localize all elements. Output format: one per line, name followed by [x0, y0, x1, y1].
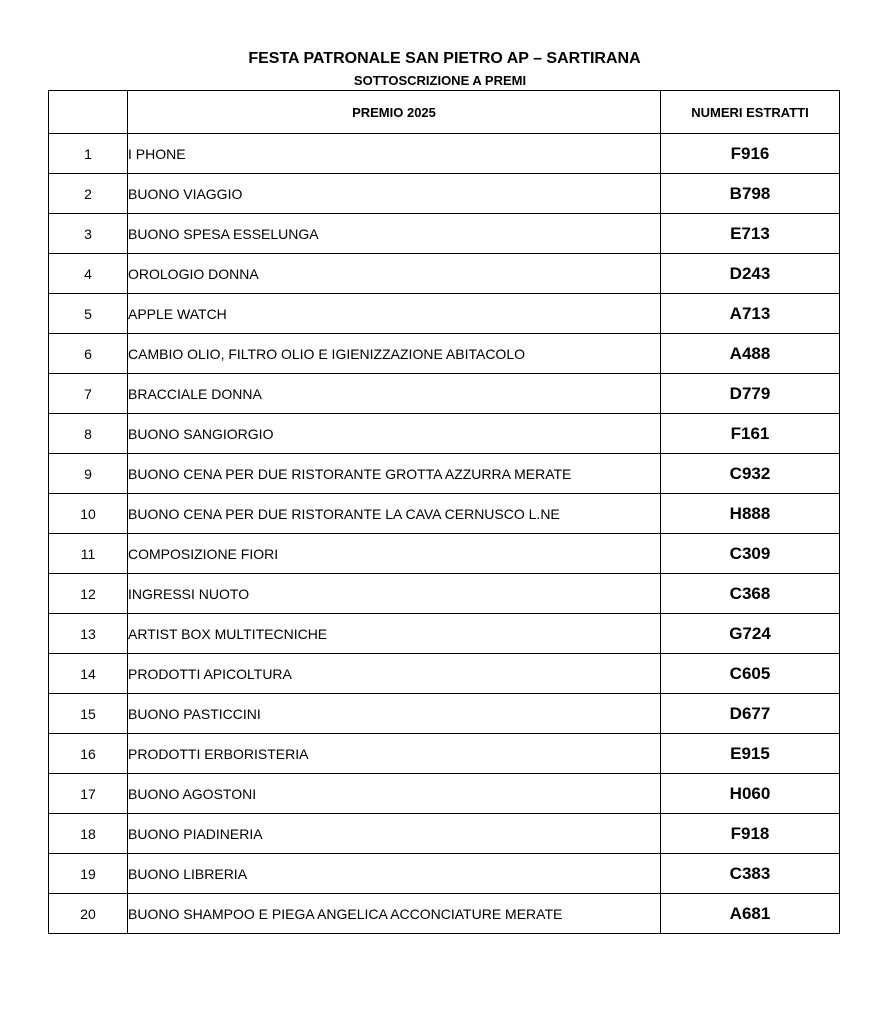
- row-number: 19: [49, 854, 128, 894]
- prize-name: PRODOTTI APICOLTURA: [128, 654, 661, 694]
- prize-name: CAMBIO OLIO, FILTRO OLIO E IGIENIZZAZIONE ABITACOLO: [128, 334, 661, 374]
- drawn-number: D243: [661, 254, 840, 294]
- row-number: 7: [49, 374, 128, 414]
- table-row: [49, 214, 840, 254]
- drawn-number: F918: [661, 814, 840, 854]
- table-row: [49, 734, 840, 774]
- row-number: 15: [49, 694, 128, 734]
- prize-name: BRACCIALE DONNA: [128, 374, 661, 414]
- table-row: [49, 534, 840, 574]
- prize-name: BUONO AGOSTONI: [128, 774, 661, 814]
- prize-name: APPLE WATCH: [128, 294, 661, 334]
- drawn-number: A713: [661, 294, 840, 334]
- drawn-number: C383: [661, 854, 840, 894]
- row-number: 14: [49, 654, 128, 694]
- table-row: [49, 374, 840, 414]
- prize-name: BUONO SHAMPOO E PIEGA ANGELICA ACCONCIATURE MERATE: [128, 894, 661, 934]
- header-prize: PREMIO 2025: [128, 91, 661, 134]
- row-number: 13: [49, 614, 128, 654]
- prize-name: ARTIST BOX MULTITECNICHE: [128, 614, 661, 654]
- drawn-number: H060: [661, 774, 840, 814]
- table-row: [49, 814, 840, 854]
- prize-name: BUONO VIAGGIO: [128, 174, 661, 214]
- prize-name: BUONO LIBRERIA: [128, 854, 661, 894]
- table-row: [49, 654, 840, 694]
- prize-name: BUONO PASTICCINI: [128, 694, 661, 734]
- prize-name: BUONO SANGIORGIO: [128, 414, 661, 454]
- row-number: 10: [49, 494, 128, 534]
- header-drawn-numbers: NUMERI ESTRATTI: [661, 91, 840, 134]
- table-row: [49, 894, 840, 934]
- prize-name: BUONO SPESA ESSELUNGA: [128, 214, 661, 254]
- prize-name: BUONO PIADINERIA: [128, 814, 661, 854]
- prize-name: OROLOGIO DONNA: [128, 254, 661, 294]
- header-number: [49, 91, 128, 134]
- row-number: 4: [49, 254, 128, 294]
- prize-name: I PHONE: [128, 134, 661, 174]
- row-number: 2: [49, 174, 128, 214]
- row-number: 17: [49, 774, 128, 814]
- table-row: [49, 694, 840, 734]
- row-number: 3: [49, 214, 128, 254]
- table-row: [49, 134, 840, 174]
- table-row: [49, 494, 840, 534]
- drawn-number: D779: [661, 374, 840, 414]
- prize-name: INGRESSI NUOTO: [128, 574, 661, 614]
- drawn-number: A488: [661, 334, 840, 374]
- drawn-number: H888: [661, 494, 840, 534]
- table-row: [49, 254, 840, 294]
- row-number: 9: [49, 454, 128, 494]
- document-subtitle: SOTTOSCRIZIONE A PREMI: [353, 73, 527, 88]
- row-number: 16: [49, 734, 128, 774]
- table-row: [49, 854, 840, 894]
- row-number: 8: [49, 414, 128, 454]
- drawn-number: E915: [661, 734, 840, 774]
- table-row: [49, 174, 840, 214]
- prize-name: BUONO CENA PER DUE RISTORANTE LA CAVA CERNUSCO L.NE: [128, 494, 661, 534]
- drawn-number: C309: [661, 534, 840, 574]
- drawn-number: G724: [661, 614, 840, 654]
- prize-name: BUONO CENA PER DUE RISTORANTE GROTTA AZZURRA MERATE: [128, 454, 661, 494]
- table-row: [49, 774, 840, 814]
- table-row: [49, 294, 840, 334]
- prize-name: PRODOTTI ERBORISTERIA: [128, 734, 661, 774]
- drawn-number: F161: [661, 414, 840, 454]
- drawn-number: D677: [661, 694, 840, 734]
- row-number: 1: [49, 134, 128, 174]
- table-row: [49, 414, 840, 454]
- row-number: 11: [49, 534, 128, 574]
- table-header-row: [49, 91, 840, 134]
- drawn-number: E713: [661, 214, 840, 254]
- drawn-number: C368: [661, 574, 840, 614]
- drawn-number: F916: [661, 134, 840, 174]
- prize-name: COMPOSIZIONE FIORI: [128, 534, 661, 574]
- drawn-number: C605: [661, 654, 840, 694]
- table-row: [49, 454, 840, 494]
- table-row: [49, 614, 840, 654]
- drawn-number: A681: [661, 894, 840, 934]
- prize-table: [48, 90, 840, 934]
- row-number: 12: [49, 574, 128, 614]
- row-number: 6: [49, 334, 128, 374]
- row-number: 20: [49, 894, 128, 934]
- table-row: [49, 334, 840, 374]
- row-number: 5: [49, 294, 128, 334]
- row-number: 18: [49, 814, 128, 854]
- drawn-number: B798: [661, 174, 840, 214]
- drawn-number: C932: [661, 454, 840, 494]
- table-row: [49, 574, 840, 614]
- document-title: FESTA PATRONALE SAN PIETRO AP – SARTIRANA: [248, 50, 641, 67]
